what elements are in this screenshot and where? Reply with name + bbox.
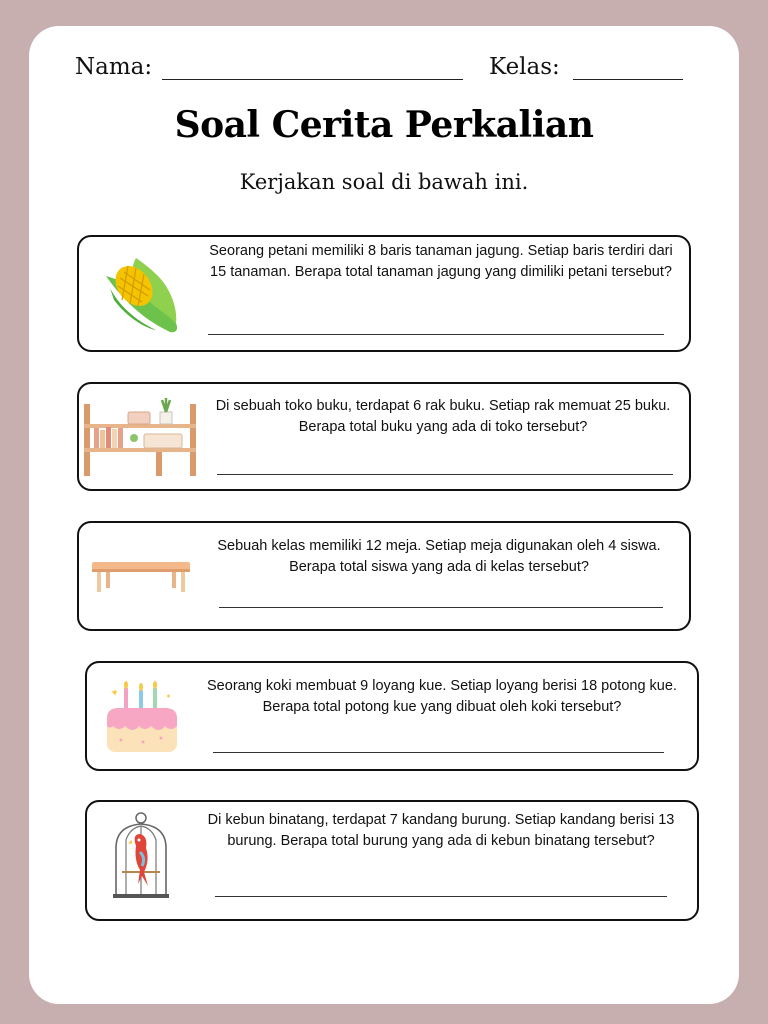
corn-icon	[100, 248, 182, 336]
answer-line-5[interactable]	[215, 896, 667, 897]
name-answer-line[interactable]	[162, 79, 463, 80]
class-answer-line[interactable]	[573, 79, 683, 80]
class-label: Kelas:	[489, 54, 560, 80]
instructions: Kerjakan soal di bawah ini.	[239, 170, 529, 194]
answer-line-4[interactable]	[213, 752, 664, 753]
question-text-4: Seorang koki membuat 9 loyang kue. Setiap loyang berisi 18 potong kue. Berapa total potong kue yang dibuat oleh koki tersebut?	[207, 678, 677, 715]
name-label: Nama:	[75, 54, 153, 80]
cake-icon	[103, 678, 181, 756]
question-text-3: Sebuah kelas memiliki 12 meja. Setiap meja digunakan oleh 4 siswa. Berapa total siswa yang ada di kelas tersebut?	[217, 538, 661, 575]
answer-line-1[interactable]	[208, 334, 664, 335]
question-text-5: Di kebun binatang, terdapat 7 kandang burung. Setiap kandang berisi 13 burung. Berapa total burung yang ada di kebun binatang tersebut?	[207, 812, 675, 849]
answer-line-3[interactable]	[219, 607, 663, 608]
question-text-2: Di sebuah toko buku, terdapat 6 rak buku. Setiap rak memuat 25 buku. Berapa total buku yang ada di toko tersebut?	[215, 398, 671, 435]
table-icon	[90, 558, 192, 594]
birdcage-icon	[110, 810, 172, 900]
answer-line-2[interactable]	[217, 474, 673, 475]
question-text-1: Seorang petani memiliki 8 baris tanaman jagung. Setiap baris terdiri dari 15 tanaman. Berapa total tanaman jagung yang dimiliki petani tersebut?	[209, 243, 673, 280]
bookshelf-icon	[82, 394, 200, 478]
page-title: Soal Cerita Perkalian	[174, 104, 594, 146]
